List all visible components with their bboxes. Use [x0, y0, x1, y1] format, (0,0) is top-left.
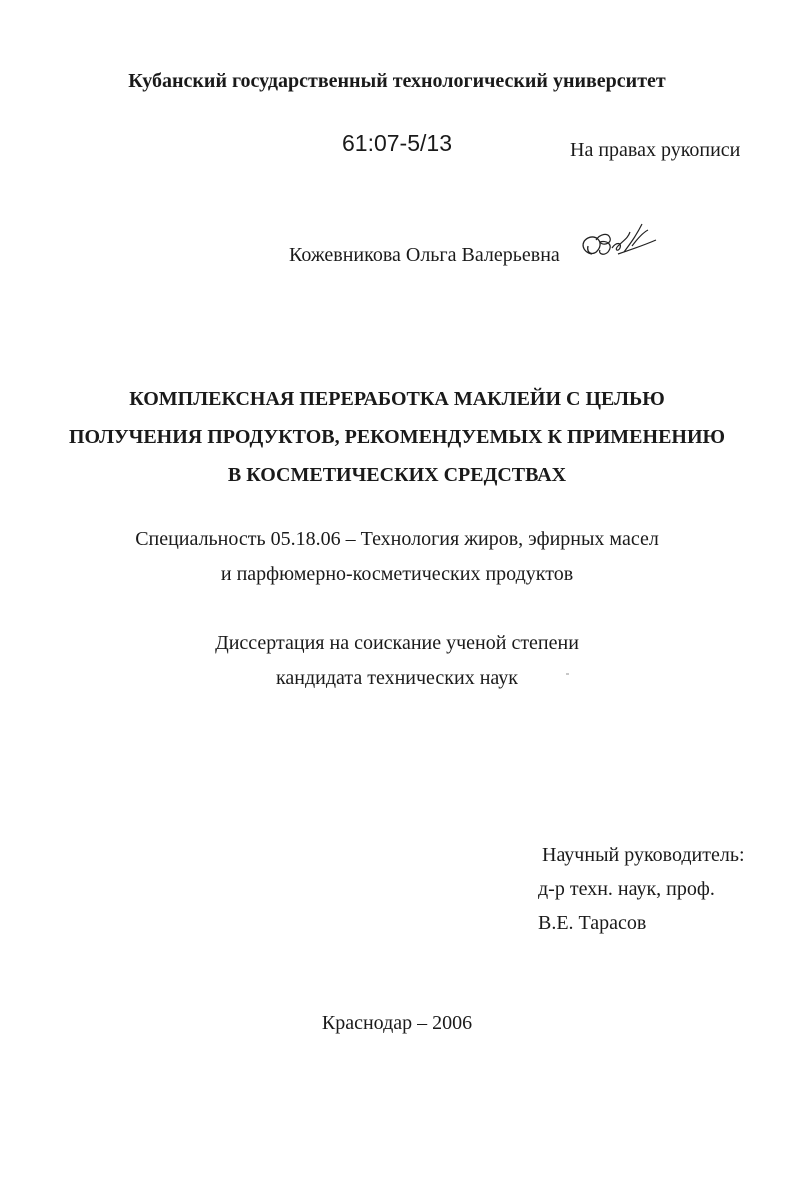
- manuscript-rights-note: На правах рукописи: [570, 139, 741, 161]
- author-signature: [578, 216, 658, 266]
- university-name: Кубанский государственный технологический университет: [128, 70, 666, 92]
- supervisor-role: Научный руководитель:: [542, 844, 745, 866]
- degree-block: [0, 626, 794, 696]
- dissertation-title: [0, 380, 794, 494]
- degree-line: кандидата технических наук: [275, 667, 519, 689]
- archive-code: 61:07-5/13: [342, 130, 452, 156]
- author-name: Кожевникова Ольга Валерьевна: [289, 244, 560, 266]
- title-line: В КОСМЕТИЧЕСКИХ СРЕДСТВАХ: [227, 464, 567, 486]
- scan-speck: [566, 673, 569, 675]
- supervisor-credentials: д-р техн. наук, проф.: [538, 878, 715, 900]
- supervisor-block: [538, 838, 745, 940]
- title-line: КОМПЛЕКСНАЯ ПЕРЕРАБОТКА МАКЛЕЙИ С ЦЕЛЬЮ: [129, 388, 665, 410]
- city-year: Краснодар – 2006: [321, 1012, 473, 1034]
- specialty-line: и парфюмерно-косметических продуктов: [220, 563, 574, 585]
- supervisor-name: В.Е. Тарасов: [538, 912, 647, 934]
- specialty-block: [0, 522, 794, 592]
- title-line: ПОЛУЧЕНИЯ ПРОДУКТОВ, РЕКОМЕНДУЕМЫХ К ПРИМЕНЕНИЮ: [68, 426, 726, 448]
- degree-line: Диссертация на соискание ученой степени: [215, 632, 579, 654]
- specialty-line: Специальность 05.18.06 – Технология жиров, эфирных масел: [135, 528, 659, 550]
